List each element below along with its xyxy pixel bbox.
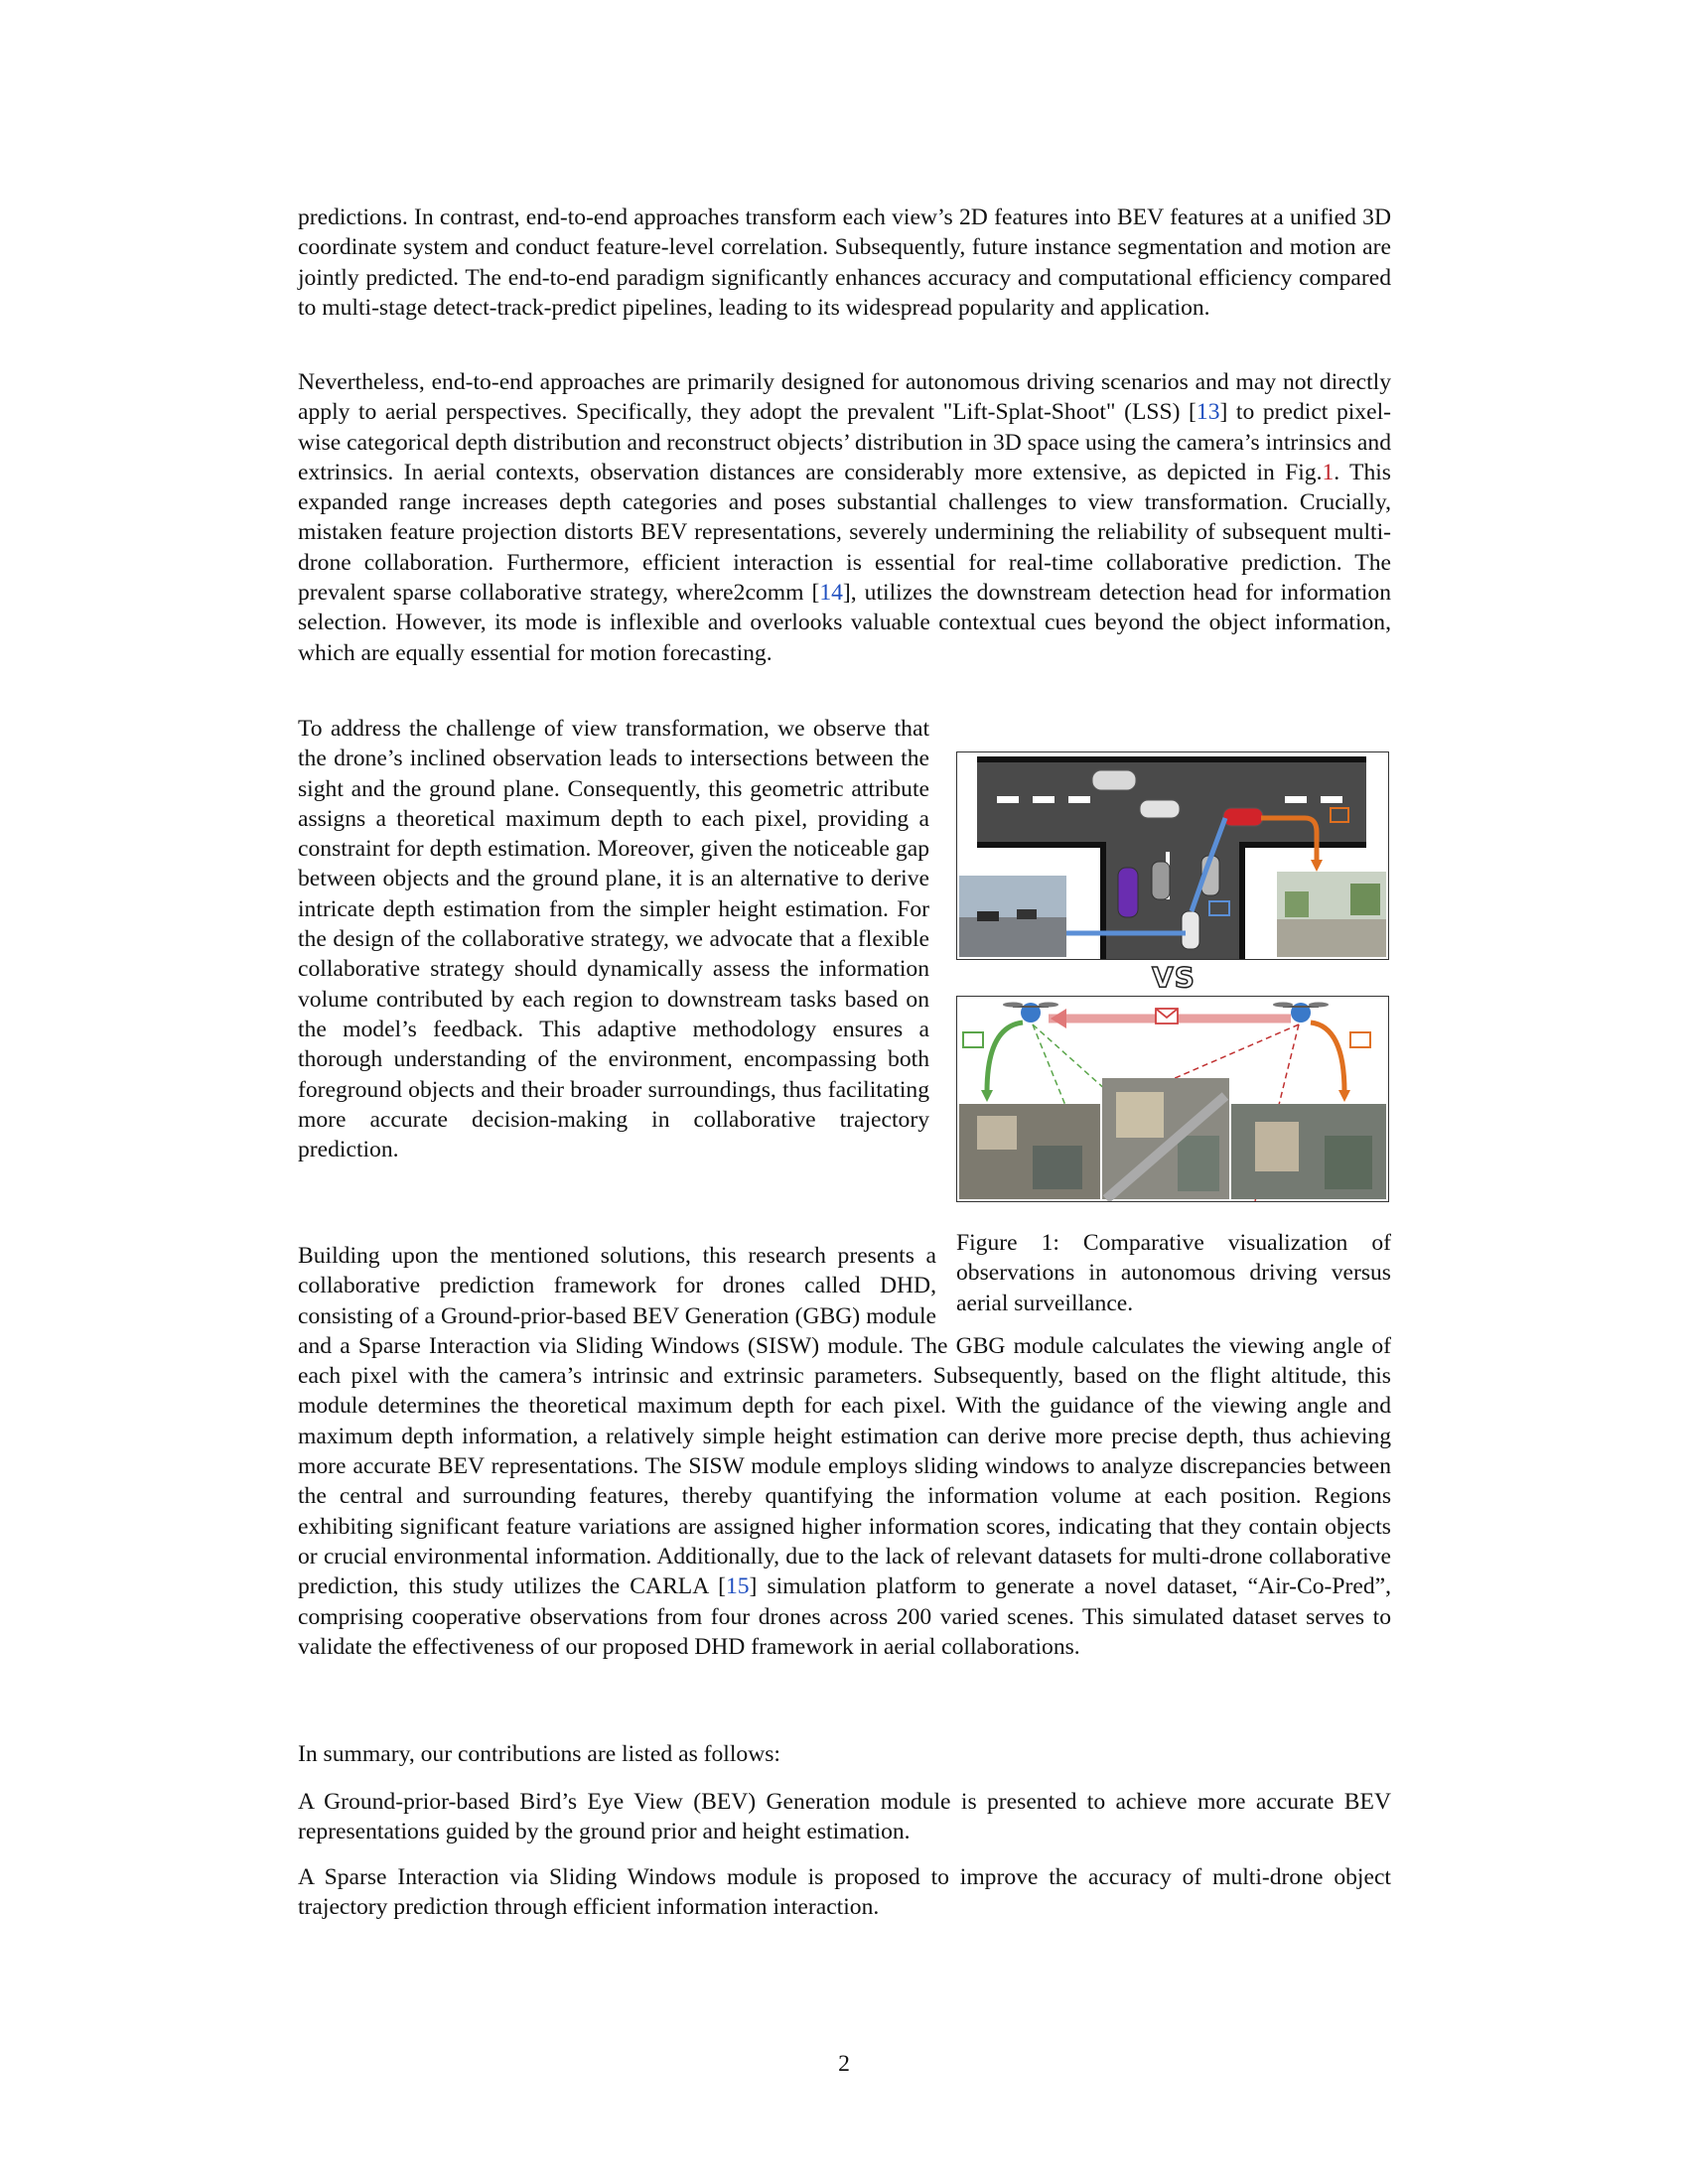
paragraph-view-transformation: To address the challenge of view transformation, we observe that the drone’s inclined observation leads to intersections between the sight and the ground plane. Consequently, this geometric attribute assigns a theoretical maximum depth to each pixel, providing a constraint for depth estimation. Moreover, given the noticeable gap between objects and the ground plane, it is an alternative to derive intricate depth estimation from the simpler height estimation. For the design of the collaborative strategy, we advocate that a flexible collaborative strategy should dynamically assess the information volume contributed by each region to downstream tasks based on the model’s feedback. This adaptive methodology ensures a thorough understanding of the environment, encompassing both foreground objects and their broader surroundings, thus facilitating more accurate decision-making in collaborative trajectory prediction. <box>298 716 929 1163</box>
paragraph-intro-continuation: predictions. In contrast, end-to-end approaches transform each view’s 2D features into BEV features at a unified 3D coordinate system and conduct feature-level correlation. Subsequently, future instance segmentation and motion are jointly predicted. The end-to-end paradigm significantly enhances accuracy and computational efficiency compared to multi-stage detect-track-predict pipelines, leading to its widespread popularity and application. <box>298 205 1391 321</box>
paragraph-contribution-sisw: A Sparse Interaction via Sliding Windows module is proposed to improve the accuracy of multi-drone object trajectory prediction through efficient information interaction. <box>298 1864 1391 1921</box>
paragraph-limitations: Nevertheless, end-to-end approaches are primarily designed for autonomous driving scenarios and may not directly apply to aerial perspectives. Specifically, they adopt the prevalent "Lift-Splat-Shoot" (LSS) [13] to predict pixel-wise categorical depth distribution and reconstruct objects’ distribution in 3D space using the camera’s intrinsics and extrinsics. In aerial contexts, observation distances are considerably more extensive, as depicted in Fig.1. This expanded range increases depth categories and poses substantial challenges to view transformation. Crucially, mistaken feature projection distorts BEV representations, severely undermining the reliability of subsequent multi-drone collaboration. Furthermore, efficient interaction is essential for real-time collaborative prediction. The prevalent sparse collaborative strategy, where2comm [14], utilizes the downstream detection head for information selection. However, its mode is inflexible and overlooks valuable contextual cues beyond the object information, which are equally essential for motion forecasting. <box>298 369 1391 666</box>
aerial-scene-panel <box>956 996 1389 1202</box>
paragraph-contribution-gbg: A Ground-prior-based Bird’s Eye View (BEV) Generation module is presented to achieve more accurate BEV representations guided by the ground prior and height estimation. <box>298 1789 1391 1845</box>
citation-link[interactable]: 15 <box>725 1573 750 1600</box>
driving-scene-illustration <box>957 752 1388 959</box>
paragraph-framework: Building upon the mentioned solutions, this research presents a collaborative prediction framework for drones called DHD, consisting of a Ground-prior-based BEV Generation (GBG) module and a Sparse Interaction via Sliding Windows (SISW) module. The GBG module calculates the viewing angle of each pixel with the camera’s intrinsic and extrinsic parameters. Subsequently, based on the flight altitude, this module determines the theoretical maximum depth for each pixel. With the guidance of the viewing angle and maximum depth information, a relatively simple height estimation can derive more precise depth, thus achieving more accurate BEV representations. The SISW module employs sliding windows to analyze discrepancies between the central and surrounding features, thereby quantifying the information volume at each position. Regions exhibiting significant feature variations are assigned higher information scores, indicating that they contain objects or crucial environmental information. Additionally, due to the lack of relevant datasets for multi-drone collaborative prediction, this study utilizes the CARLA [15] simulation platform to generate a novel dataset, “Air-Co-Pred”, comprising cooperative observations from four drones across 200 varied scenes. This simulated dataset serves to validate the effectiveness of our proposed DHD framework in aerial collaborations. <box>298 1243 1391 1660</box>
paragraph-contributions-intro: In summary, our contributions are listed as follows: <box>298 1741 780 1767</box>
driving-scene-panel <box>956 751 1389 960</box>
figure-link[interactable]: 1 <box>1322 459 1335 485</box>
figure-1 <box>956 751 1391 1202</box>
citation-link[interactable]: 14 <box>819 580 843 607</box>
citation-link[interactable]: 13 <box>1196 399 1220 426</box>
figure-caption: Figure 1: Comparative visualization of observations in autonomous driving versus aerial surveillance. <box>956 1230 1391 1316</box>
page-number: 2 <box>838 2051 850 2077</box>
vs-label: VS <box>1152 961 1196 994</box>
aerial-scene-illustration <box>957 997 1388 1201</box>
